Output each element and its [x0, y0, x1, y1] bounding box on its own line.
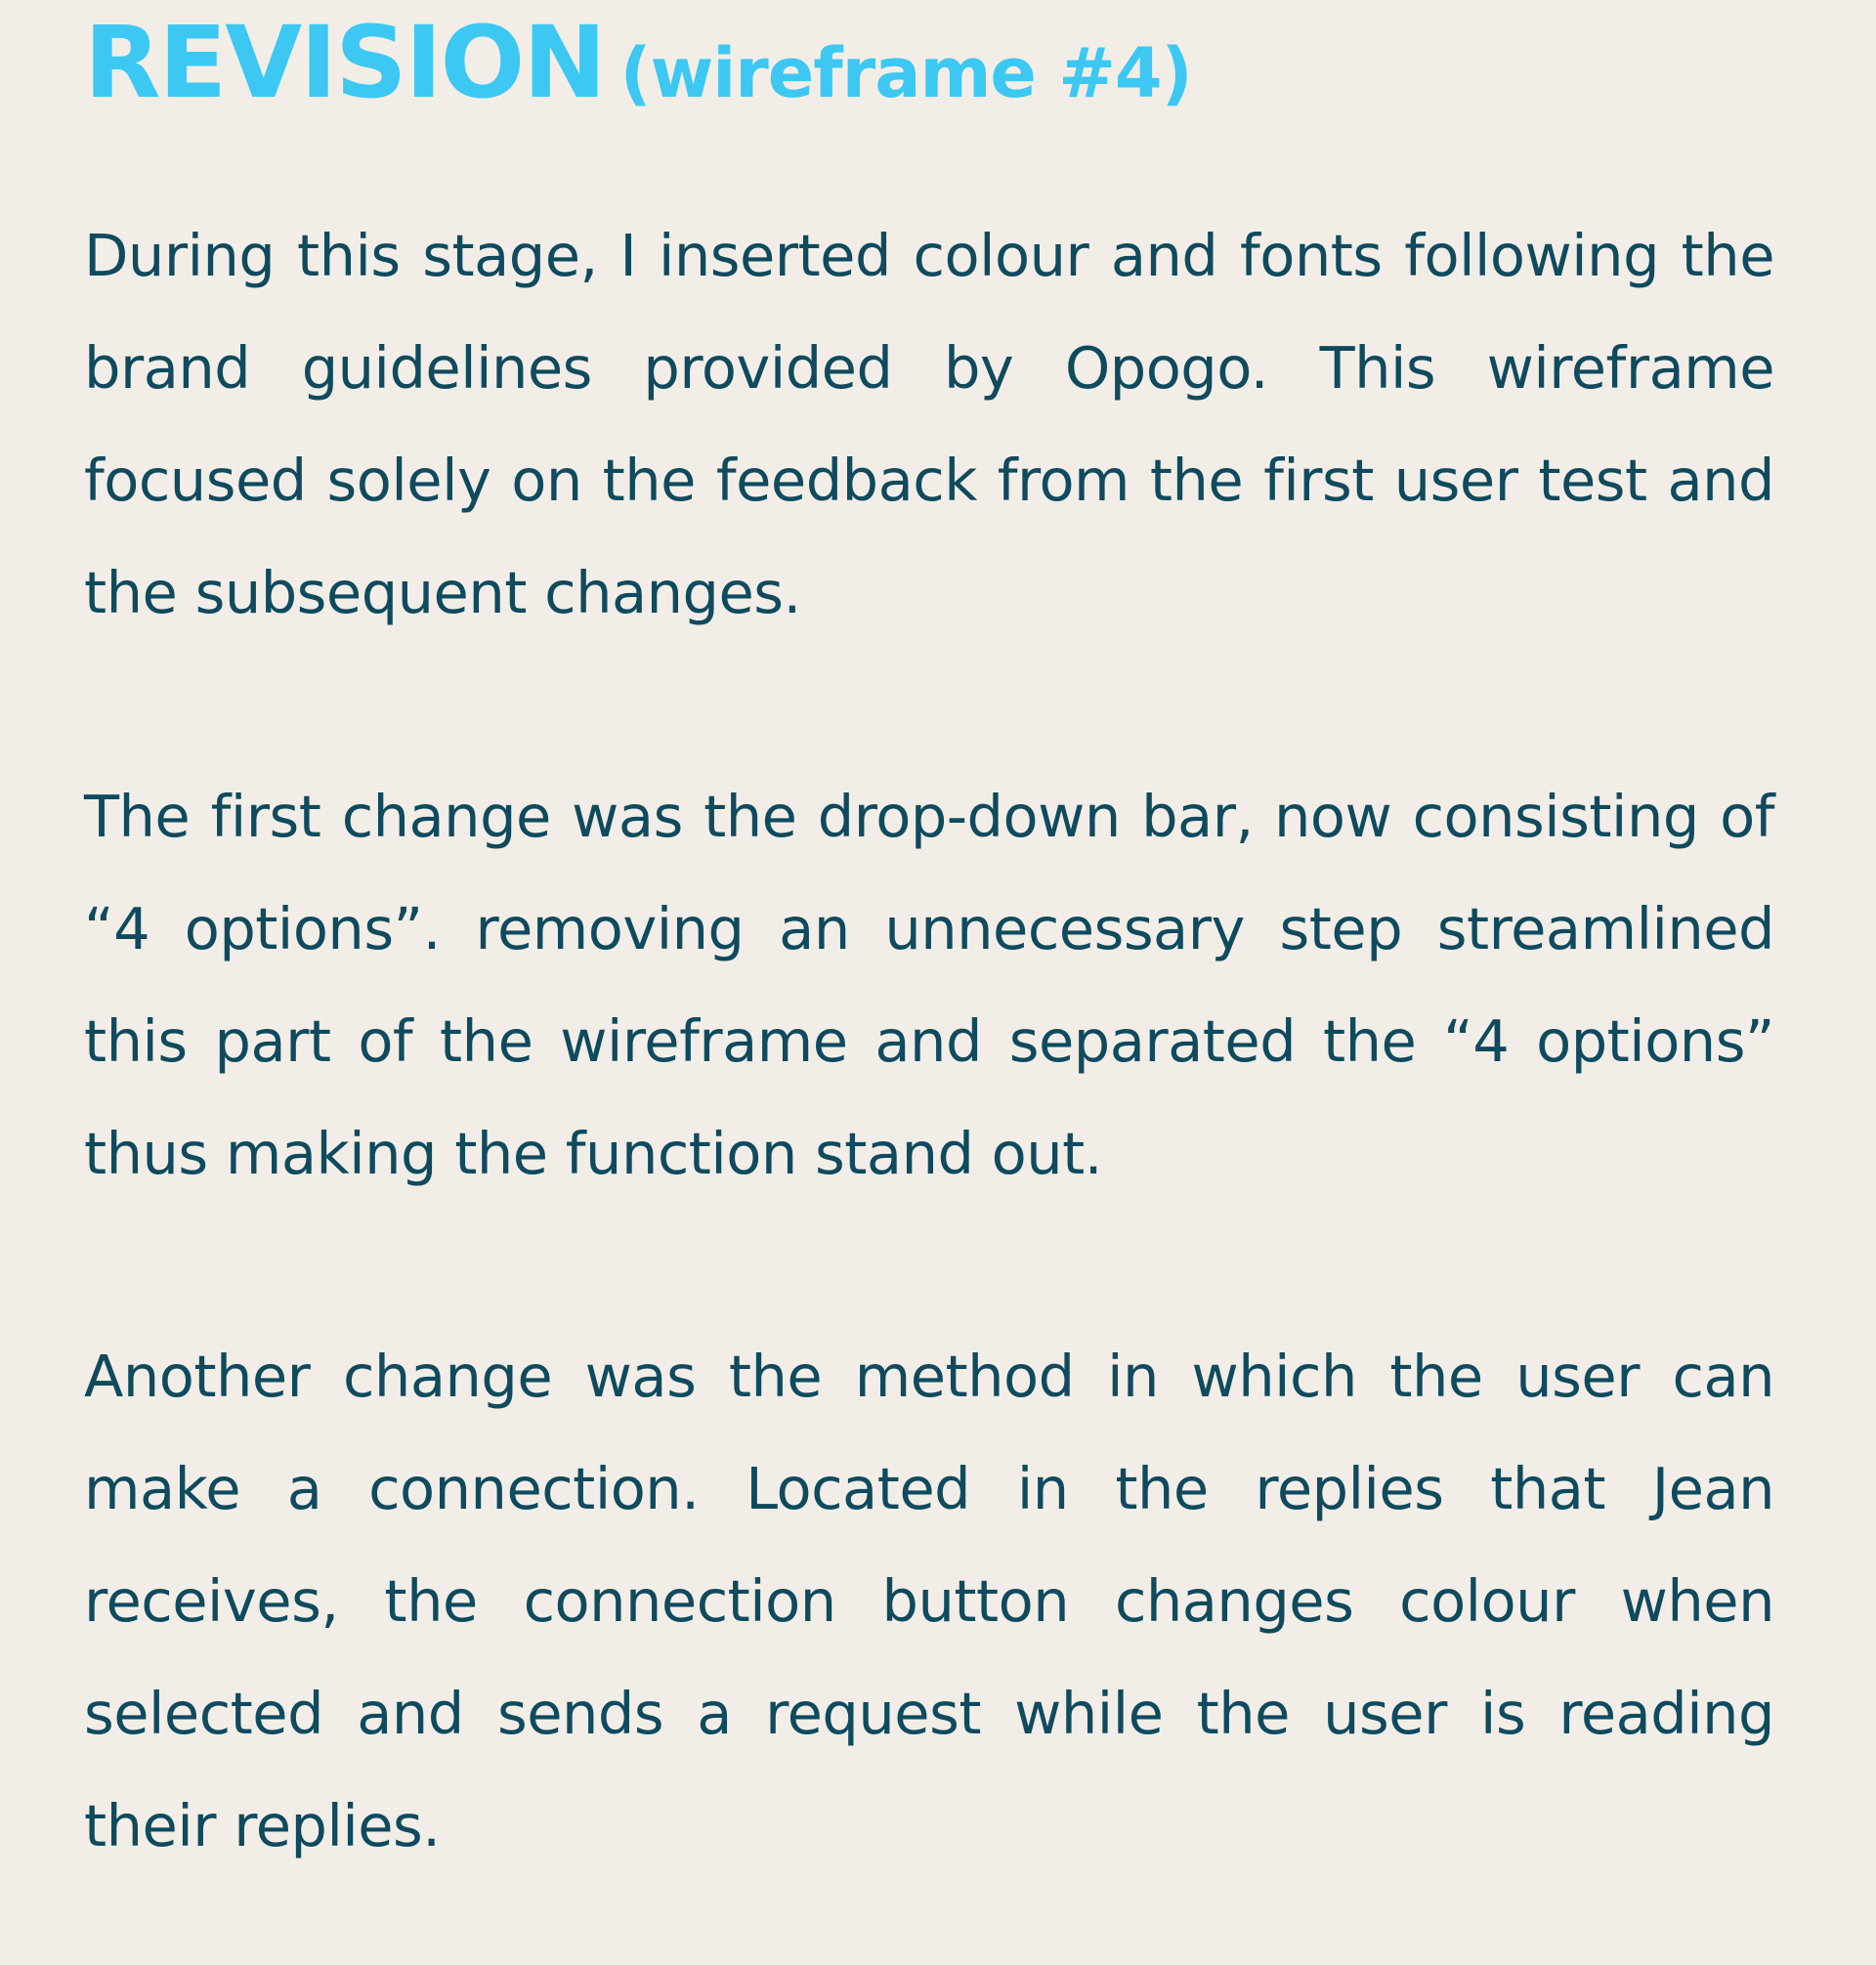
paragraph-dropdown-change: The first change was the drop-down bar, now consisting of “4 options”. removing an unnecessary step streamlined this part of the wireframe and separated the “4 options” thus making the function stand out. [84, 783, 1774, 1187]
paragraph-connection-change: Another change was the method in which the user can make a connection. Located in the replies that Jean receives, the connection button changes colour when selected and sends a request while the user is reading their replies. [84, 1343, 1774, 1859]
title-subtitle: (wireframe #4) [619, 33, 1192, 113]
page-title [84, 0, 1792, 127]
title-main: REVISION [84, 5, 605, 121]
paragraph-brand-guidelines: During this stage, I inserted colour and fonts following the brand guidelines provided by Opogo. This wireframe focused solely on the feedback from the first user test and the subsequent changes. [84, 222, 1774, 626]
